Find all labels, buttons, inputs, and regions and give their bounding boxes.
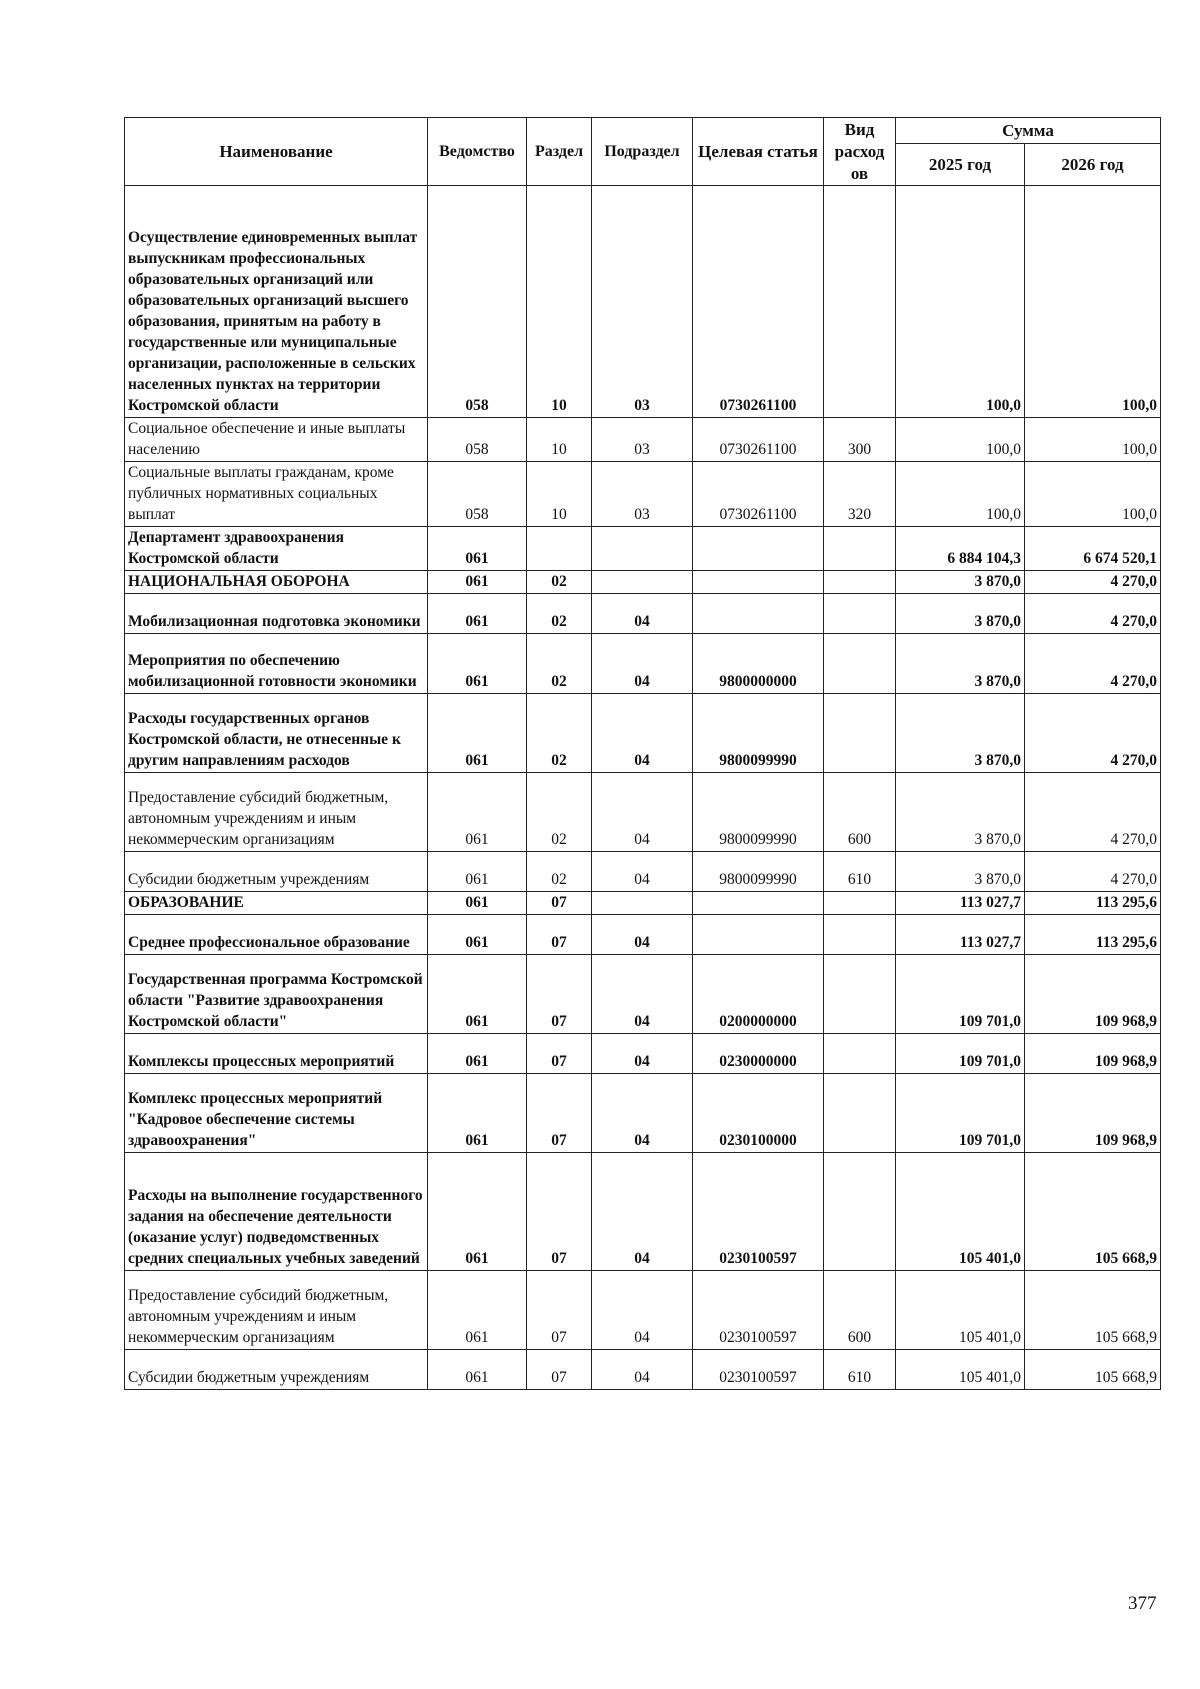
row-sum-2026: 100,0	[1025, 418, 1161, 462]
row-name: Социальные выплаты гражданам, кроме публичных нормативных социальных выплат	[125, 462, 428, 527]
page-number: 377	[1128, 1593, 1157, 1614]
table-row	[125, 418, 1161, 462]
row-podrazdel: 04	[592, 634, 693, 694]
row-vedomstvo: 061	[428, 1034, 527, 1074]
row-sum-2026: 6 674 520,1	[1025, 527, 1161, 571]
row-celevaya-statya: 0230100597	[693, 1350, 824, 1390]
row-vedomstvo: 061	[428, 634, 527, 694]
row-vedomstvo: 058	[428, 186, 527, 418]
row-sum-2026: 109 968,9	[1025, 1074, 1161, 1153]
row-sum-2025: 6 884 104,3	[896, 527, 1025, 571]
row-celevaya-statya: 9800099990	[693, 852, 824, 892]
header-razdel: Раздел	[527, 118, 592, 186]
row-sum-2025: 105 401,0	[896, 1153, 1025, 1271]
row-razdel: 07	[527, 1350, 592, 1390]
row-podrazdel: 03	[592, 186, 693, 418]
table-body	[125, 186, 1161, 1390]
row-podrazdel: 04	[592, 773, 693, 852]
row-celevaya-statya: 0230100000	[693, 1074, 824, 1153]
row-podrazdel: 04	[592, 1153, 693, 1271]
row-name: Расходы на выполнение государственного задания на обеспечение деятельности (оказание услуг) подведомственных средних специальных учебных заведений	[125, 1153, 428, 1271]
row-name: Комплекс процессных мероприятий "Кадровое обеспечение системы здравоохранения"	[125, 1074, 428, 1153]
row-razdel: 07	[527, 1153, 592, 1271]
row-vedomstvo: 061	[428, 694, 527, 773]
row-razdel	[527, 527, 592, 571]
table-row	[125, 571, 1161, 594]
row-vedomstvo: 061	[428, 1271, 527, 1350]
row-vedomstvo: 061	[428, 594, 527, 634]
table-row	[125, 892, 1161, 915]
row-celevaya-statya	[693, 571, 824, 594]
header-celevaya-statya: Целевая статья	[693, 118, 824, 186]
row-name: Предоставление субсидий бюджетным, автономным учреждениям и иным некоммерческим организациям	[125, 1271, 428, 1350]
table-row	[125, 1271, 1161, 1350]
row-name: НАЦИОНАЛЬНАЯ ОБОРОНА	[125, 571, 428, 594]
row-celevaya-statya: 9800099990	[693, 694, 824, 773]
header-vedomstvo: Ведомство	[428, 118, 527, 186]
row-razdel: 02	[527, 852, 592, 892]
row-podrazdel: 04	[592, 852, 693, 892]
row-vedomstvo: 061	[428, 773, 527, 852]
row-podrazdel: 04	[592, 1034, 693, 1074]
row-razdel: 07	[527, 1271, 592, 1350]
row-celevaya-statya: 9800000000	[693, 634, 824, 694]
row-celevaya-statya: 0230100597	[693, 1153, 824, 1271]
row-sum-2025: 105 401,0	[896, 1350, 1025, 1390]
table-row	[125, 186, 1161, 418]
row-vid-rashodov	[824, 1153, 896, 1271]
row-podrazdel: 04	[592, 1350, 693, 1390]
row-sum-2025: 109 701,0	[896, 955, 1025, 1034]
row-razdel: 07	[527, 915, 592, 955]
row-sum-2026: 4 270,0	[1025, 594, 1161, 634]
row-name: Субсидии бюджетным учреждениям	[125, 1350, 428, 1390]
row-podrazdel: 04	[592, 915, 693, 955]
row-sum-2025: 105 401,0	[896, 1271, 1025, 1350]
row-vedomstvo: 061	[428, 1350, 527, 1390]
row-vid-rashodov	[824, 694, 896, 773]
row-vedomstvo: 061	[428, 915, 527, 955]
row-podrazdel: 04	[592, 1074, 693, 1153]
table-row	[125, 462, 1161, 527]
row-razdel: 02	[527, 571, 592, 594]
row-razdel: 02	[527, 594, 592, 634]
row-razdel: 02	[527, 694, 592, 773]
row-name: Осуществление единовременных выплат выпускникам профессиональных образовательных организаций или образовательных организаций высшего образования, принятым на работу в государственные или муниципальные организации, расположенные в сельских населенных пунктах на территории Костромской области	[125, 186, 428, 418]
row-vid-rashodov	[824, 955, 896, 1034]
row-sum-2025: 3 870,0	[896, 773, 1025, 852]
row-sum-2026: 109 968,9	[1025, 1034, 1161, 1074]
row-podrazdel	[592, 527, 693, 571]
row-celevaya-statya	[693, 915, 824, 955]
row-vid-rashodov: 600	[824, 773, 896, 852]
row-vid-rashodov: 610	[824, 852, 896, 892]
row-celevaya-statya: 0730261100	[693, 186, 824, 418]
row-vid-rashodov	[824, 571, 896, 594]
table-row	[125, 527, 1161, 571]
row-vid-rashodov	[824, 1034, 896, 1074]
table-row	[125, 594, 1161, 634]
row-name: Мобилизационная подготовка экономики	[125, 594, 428, 634]
row-sum-2025: 3 870,0	[896, 571, 1025, 594]
header-summa: Сумма	[896, 118, 1161, 144]
table-row	[125, 773, 1161, 852]
row-vedomstvo: 061	[428, 527, 527, 571]
row-sum-2026: 4 270,0	[1025, 571, 1161, 594]
row-podrazdel: 04	[592, 694, 693, 773]
row-sum-2025: 3 870,0	[896, 594, 1025, 634]
row-podrazdel	[592, 571, 693, 594]
header-vid-rashodov: Вид расход ов	[824, 118, 896, 186]
row-podrazdel: 03	[592, 418, 693, 462]
budget-table-container	[124, 117, 1160, 1390]
table-row	[125, 1074, 1161, 1153]
row-vedomstvo: 061	[428, 571, 527, 594]
row-vedomstvo: 061	[428, 1074, 527, 1153]
row-podrazdel	[592, 892, 693, 915]
table-row	[125, 1034, 1161, 1074]
row-name: Департамент здравоохранения Костромской области	[125, 527, 428, 571]
row-razdel: 07	[527, 1074, 592, 1153]
row-sum-2026: 4 270,0	[1025, 694, 1161, 773]
table-row	[125, 852, 1161, 892]
row-razdel: 07	[527, 955, 592, 1034]
row-vedomstvo: 061	[428, 852, 527, 892]
row-name: Расходы государственных органов Костромской области, не отнесенные к другим направлениям расходов	[125, 694, 428, 773]
header-podrazdel: Подраздел	[592, 118, 693, 186]
row-celevaya-statya: 0200000000	[693, 955, 824, 1034]
row-podrazdel: 04	[592, 1271, 693, 1350]
row-sum-2025: 3 870,0	[896, 852, 1025, 892]
row-name: Предоставление субсидий бюджетным, автономным учреждениям и иным некоммерческим организациям	[125, 773, 428, 852]
row-sum-2026: 105 668,9	[1025, 1271, 1161, 1350]
row-sum-2026: 109 968,9	[1025, 955, 1161, 1034]
row-sum-2025: 3 870,0	[896, 694, 1025, 773]
row-vid-rashodov: 600	[824, 1271, 896, 1350]
row-vid-rashodov: 320	[824, 462, 896, 527]
row-vid-rashodov	[824, 186, 896, 418]
row-razdel: 07	[527, 892, 592, 915]
row-vid-rashodov: 610	[824, 1350, 896, 1390]
row-podrazdel: 03	[592, 462, 693, 527]
row-razdel: 02	[527, 773, 592, 852]
header-year-2026: 2026 год	[1025, 144, 1161, 186]
row-razdel: 10	[527, 186, 592, 418]
row-celevaya-statya: 9800099990	[693, 773, 824, 852]
row-vedomstvo: 061	[428, 1153, 527, 1271]
header-year-2025: 2025 год	[896, 144, 1025, 186]
row-sum-2025: 100,0	[896, 186, 1025, 418]
table-row	[125, 1350, 1161, 1390]
row-vid-rashodov	[824, 1074, 896, 1153]
row-vedomstvo: 061	[428, 892, 527, 915]
row-sum-2025: 113 027,7	[896, 892, 1025, 915]
table-row	[125, 694, 1161, 773]
table-row	[125, 955, 1161, 1034]
row-podrazdel: 04	[592, 594, 693, 634]
row-sum-2025: 100,0	[896, 418, 1025, 462]
row-celevaya-statya	[693, 527, 824, 571]
row-sum-2025: 109 701,0	[896, 1034, 1025, 1074]
row-sum-2026: 4 270,0	[1025, 634, 1161, 694]
row-vid-rashodov: 300	[824, 418, 896, 462]
row-razdel: 02	[527, 634, 592, 694]
row-podrazdel: 04	[592, 955, 693, 1034]
row-sum-2026: 4 270,0	[1025, 773, 1161, 852]
row-celevaya-statya: 0730261100	[693, 462, 824, 527]
row-vedomstvo: 058	[428, 462, 527, 527]
row-sum-2025: 3 870,0	[896, 634, 1025, 694]
row-celevaya-statya	[693, 892, 824, 915]
row-sum-2026: 113 295,6	[1025, 892, 1161, 915]
row-celevaya-statya: 0230100597	[693, 1271, 824, 1350]
row-sum-2025: 100,0	[896, 462, 1025, 527]
table-row	[125, 1153, 1161, 1271]
row-vid-rashodov	[824, 527, 896, 571]
row-name: Мероприятия по обеспечению мобилизационной готовности экономики	[125, 634, 428, 694]
row-sum-2026: 100,0	[1025, 462, 1161, 527]
row-sum-2025: 109 701,0	[896, 1074, 1025, 1153]
row-celevaya-statya: 0730261100	[693, 418, 824, 462]
row-sum-2026: 105 668,9	[1025, 1350, 1161, 1390]
budget-table	[124, 117, 1161, 1390]
row-sum-2026: 100,0	[1025, 186, 1161, 418]
row-sum-2026: 113 295,6	[1025, 915, 1161, 955]
row-sum-2026: 4 270,0	[1025, 852, 1161, 892]
row-vid-rashodov	[824, 915, 896, 955]
row-celevaya-statya: 0230000000	[693, 1034, 824, 1074]
row-sum-2026: 105 668,9	[1025, 1153, 1161, 1271]
row-name: Комплексы процессных мероприятий	[125, 1034, 428, 1074]
row-name: Среднее профессиональное образование	[125, 915, 428, 955]
header-name: Наименование	[125, 118, 428, 186]
table-row	[125, 634, 1161, 694]
row-razdel: 07	[527, 1034, 592, 1074]
row-celevaya-statya	[693, 594, 824, 634]
row-razdel: 10	[527, 462, 592, 527]
row-name: Субсидии бюджетным учреждениям	[125, 852, 428, 892]
row-sum-2025: 113 027,7	[896, 915, 1025, 955]
row-razdel: 10	[527, 418, 592, 462]
row-vedomstvo: 061	[428, 955, 527, 1034]
row-vid-rashodov	[824, 634, 896, 694]
row-name: Социальное обеспечение и иные выплаты населению	[125, 418, 428, 462]
row-name: Государственная программа Костромской области "Развитие здравоохранения Костромской области"	[125, 955, 428, 1034]
row-vedomstvo: 058	[428, 418, 527, 462]
row-vid-rashodov	[824, 892, 896, 915]
row-vid-rashodov	[824, 594, 896, 634]
table-row	[125, 915, 1161, 955]
row-name: ОБРАЗОВАНИЕ	[125, 892, 428, 915]
